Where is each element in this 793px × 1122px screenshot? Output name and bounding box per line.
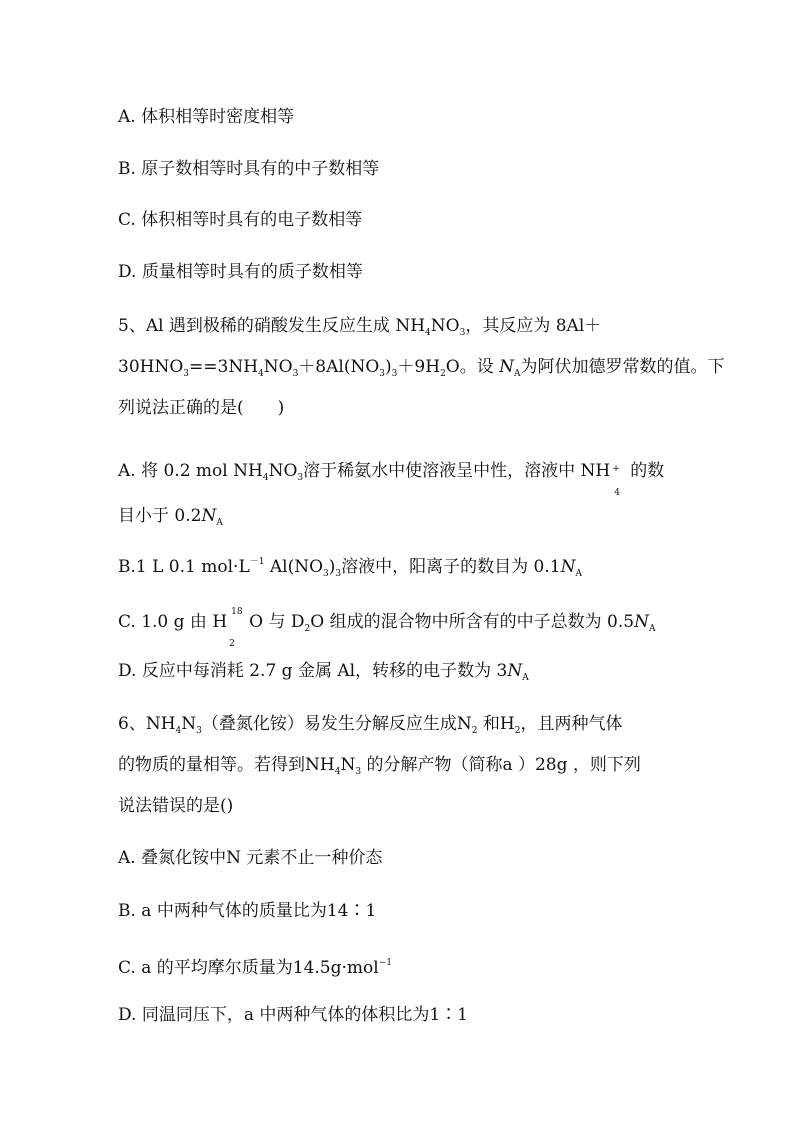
- q5-option-a-line1: A. 将 0.2 mol $NH_4NO_3$溶于稀氨水中使溶液呈中性，溶液中 NH + 4 的数: [118, 461, 665, 498]
- q4-option-c: C. 体积相等时具有的电子数相等: [118, 210, 363, 230]
- q5-stem-line1: 5、Al 遇到极稀的硝酸发生反应生成 $NH_4NO_3$，其反应为 8Al＋: [118, 316, 602, 338]
- q6-stem-line2: 的物质的量相等。若得到$NH_4N_3$ 的分解产物（简称a ）28g ，则下列: [118, 755, 641, 777]
- q5-option-b: B.1 L 0.1 $mol\cdot L^{-1}$ $Al(NO_3)_3$溶液中，阳离子的数目为 $0.1N_A$: [118, 557, 582, 579]
- q5-stem-line3: 列说法正确的是( ): [118, 398, 285, 418]
- q6-option-a: A. 叠氮化铵中N 元素不止一种价态: [118, 848, 383, 868]
- q4-option-b: B. 原子数相等时具有的中子数相等: [118, 159, 380, 179]
- q6-option-b: B. a 中两种气体的质量比为14∶1: [118, 901, 377, 921]
- q6-stem-line3: 说法错误的是(): [118, 796, 234, 816]
- q6-option-c: C. a 的平均摩尔质量为14.5g·mol$^{-1}$: [118, 958, 392, 978]
- q6-stem-line1: 6、$NH_4N_3$（叠氮化铵）易发生分解反应生成$N_2$ 和$H_2$，且两种气体: [118, 714, 623, 736]
- q5-option-a-line2: 目小于 $0.2N_A$: [118, 506, 223, 528]
- q5-option-d: D. 反应中每消耗 2.7 g 金属 Al，转移的电子数为 $3N_A$: [118, 661, 529, 683]
- q5-option-c: C. 1.0 g 由 H 18 2 O 与 $D_2O$ 组成的混合物中所含有的中子总数为 $0.5N_A$: [118, 607, 656, 649]
- q4-option-d: D. 质量相等时具有的质子数相等: [118, 262, 363, 282]
- q6-option-d: D. 同温同压下，a 中两种气体的体积比为1∶1: [118, 1005, 469, 1025]
- q5-stem-line2: $30HNO_3==3NH_4NO_3+8Al(NO_3)_3+9H_2O$。设 $N_A$为阿伏加德罗常数的值。下: [118, 357, 725, 379]
- q4-option-a: A. 体积相等时密度相等: [118, 107, 295, 127]
